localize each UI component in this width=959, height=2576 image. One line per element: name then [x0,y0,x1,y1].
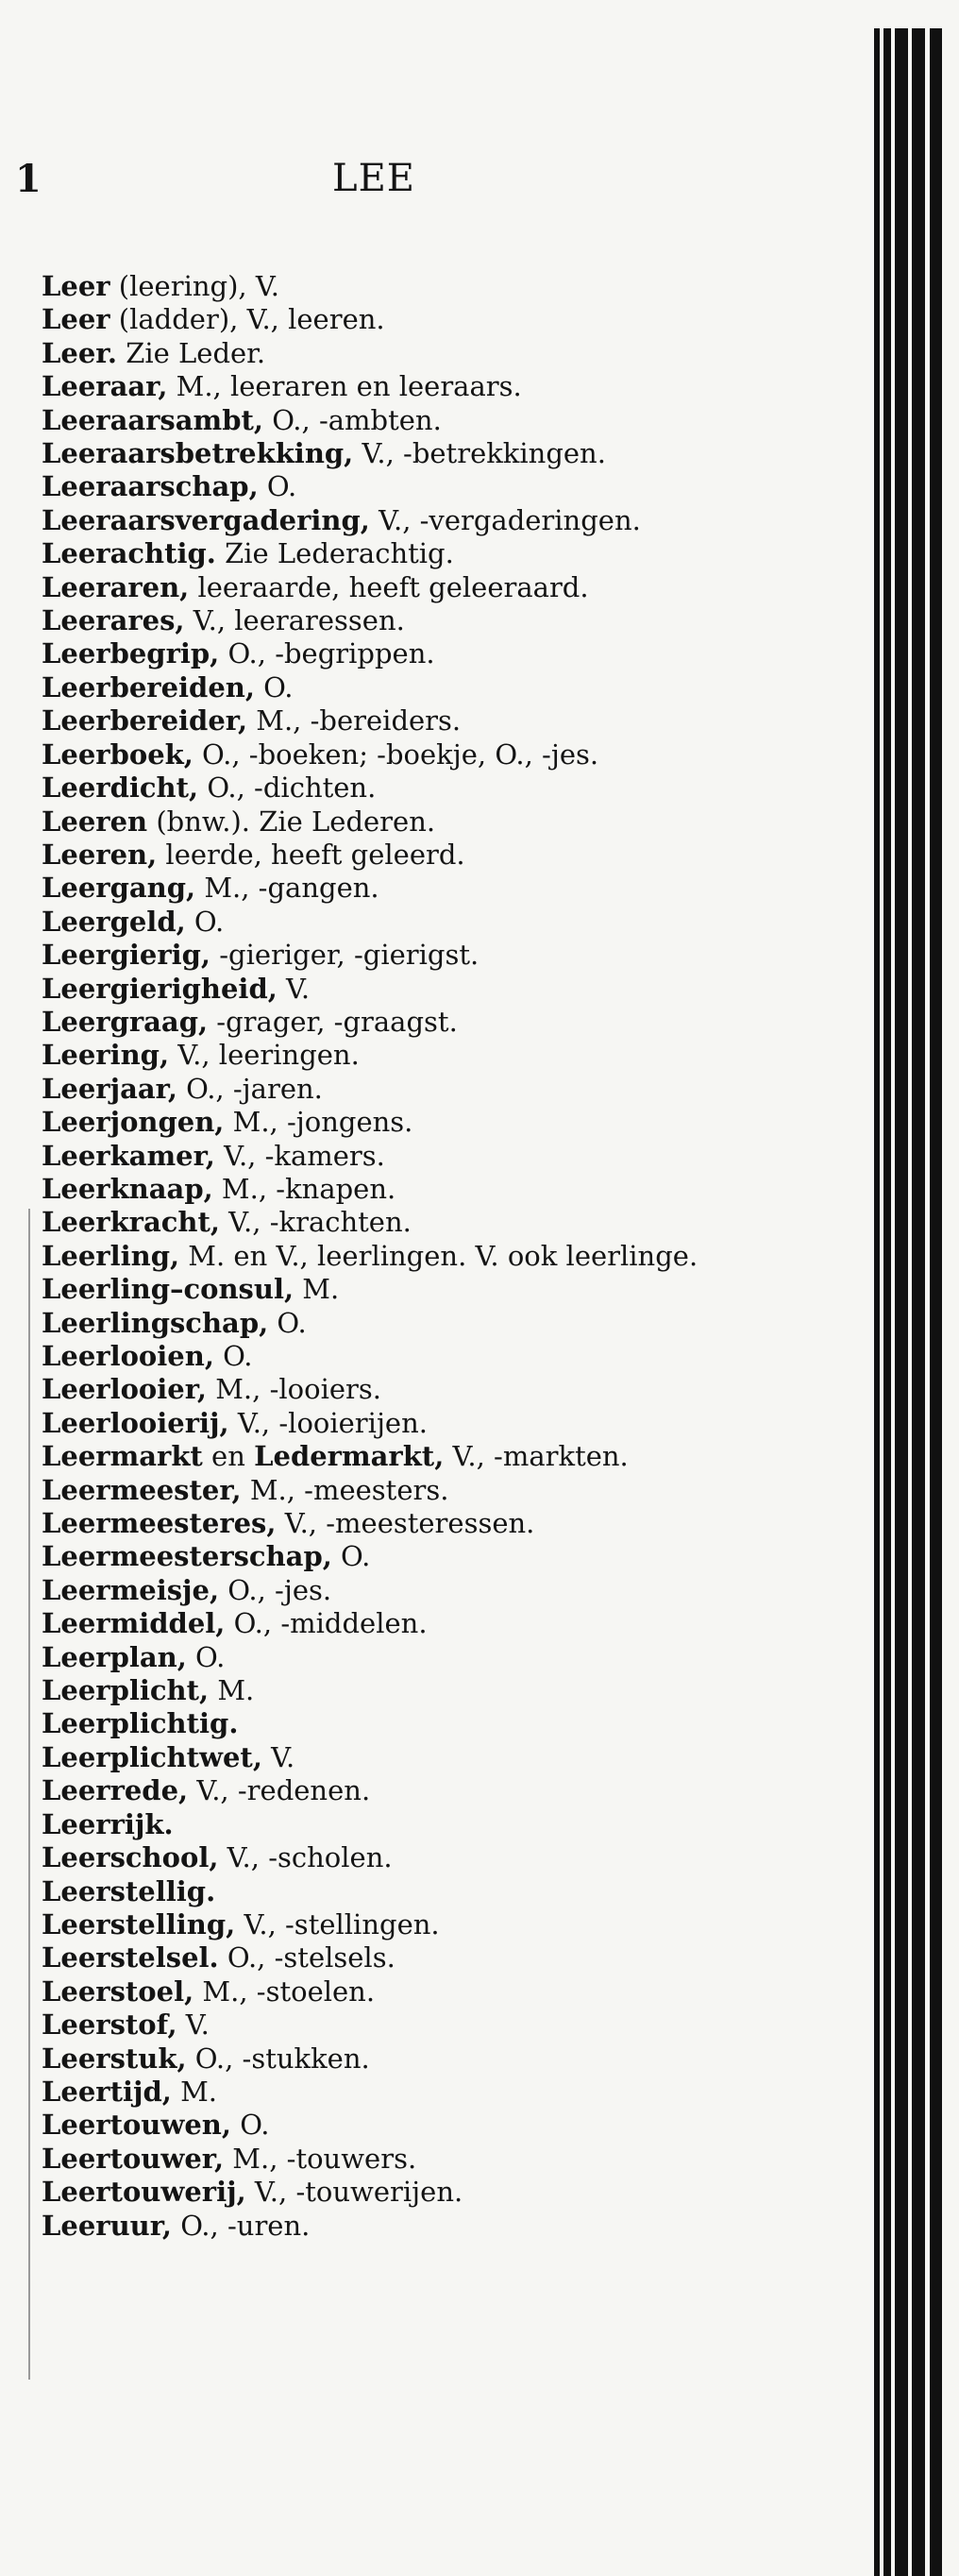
page-number: 1 [15,157,42,201]
entry-headword: Leerknaap, [42,1172,213,1205]
entry-headword: Leerstoel, [42,1974,194,2008]
dictionary-entry [42,270,759,303]
dictionary-entry [42,1073,759,1106]
dictionary-entry [42,1140,759,1173]
dictionary-entry [42,370,759,403]
dictionary-entry [42,470,759,503]
entry-headword: Leeraren, [42,570,190,603]
entry-definition: O., -ambten. [263,403,442,436]
entry-definition: O. [185,905,225,938]
entry-headword: Leergang, [42,872,196,905]
entry-definition: O., -boeken; -boekje, O., -jes. [193,737,599,771]
entry-headword: Leerares, [42,604,185,637]
dictionary-entry [42,1641,759,1674]
dictionary-entry [42,604,759,637]
entry-headword: Leerboek, [42,737,193,771]
entry-definition: O., -begrippen. [219,637,435,670]
dictionary-entry [42,939,759,972]
entry-definition: V., -meesteressen. [276,1507,535,1540]
dictionary-entry [42,839,759,872]
entry-definition: V. [261,1740,295,1773]
entry-definition: V. [277,972,311,1005]
entry-headword: Leerlooien, [42,1340,214,1372]
entry-definition: V., -looierijen. [228,1406,428,1439]
dictionary-entry [42,303,759,336]
entry-headword: Leerling, [42,1239,180,1272]
entry-definition: M. [171,2075,217,2108]
entry-headword: Leermeester, [42,1473,242,1506]
entry-definition: Zie Lederachtig. [215,537,454,570]
entry-definition: M., -stoelen. [193,1974,376,2008]
entry-definition: O., -jes. [219,1573,332,1606]
entry-headword: Leertouwer, [42,2142,225,2175]
dictionary-entry [42,771,759,805]
entry-headword: Leerstelling, [42,1907,236,1940]
dictionary-entry [42,637,759,670]
dictionary-entry [42,1206,759,1239]
dictionary-entry [42,2042,759,2076]
entry-headword: Leerplan, [42,1640,187,1673]
entry-definition: M., -jongens. [224,1106,413,1139]
entry-headword: Leeruur, [42,2209,173,2242]
entry-headword: Leerlooier, [42,1373,208,1406]
entry-headword: Leerbereiden, [42,670,255,703]
dictionary-entry [42,1307,759,1340]
entry-definition: O. [331,1540,371,1573]
dictionary-entry [42,1240,759,1273]
entry-headword: Leertouwerij, [42,2176,246,2209]
entry-headword: Leeraarsambt, [42,403,264,436]
dictionary-entry [42,1975,759,2008]
entry-headword: Leerrede, [42,1774,189,1807]
dictionary-entry [42,571,759,604]
entry-headword: Leergierig, [42,939,210,972]
entry-definition: M., -gangen. [195,872,379,905]
entry-definition: O., -dichten. [198,771,377,805]
entry-headword: Leeraar, [42,370,168,403]
entry-definition: (leering), V. [109,270,279,302]
entry-definition: M., -looiers. [207,1373,381,1406]
entry-headword: Leerrijk. [42,1807,174,1840]
entry-headword: Leerjaar, [42,1072,177,1105]
dictionary-entries [42,270,759,2243]
entry-definition: O. [231,2109,270,2142]
entry-headword: Leering, [42,1039,170,1072]
entry-definition: V., -redenen. [188,1774,371,1807]
entry-definition: M., -touwers. [224,2142,417,2175]
dictionary-entry [42,1908,759,1941]
entry-definition: -gieriger, -gierigst. [210,939,480,972]
entry-definition: V., -betrekkingen. [353,437,606,470]
entry-headword-variant: Ledermarkt, [254,1440,445,1473]
dictionary-entry [42,1173,759,1206]
entry-headword: Leeren, [42,838,158,871]
dictionary-entry [42,1741,759,1774]
dictionary-entry [42,1507,759,1540]
entry-definition: -grager, -graagst. [208,1005,458,1038]
dictionary-entry [42,2143,759,2176]
entry-headword: Leerstellig. [42,1874,216,1907]
dictionary-entry [42,1607,759,1640]
entry-definition: leerde, heeft geleerd. [157,838,465,871]
entry-headword: Leerstelsel. [42,1941,219,1974]
entry-definition: en [202,1440,255,1473]
entry-headword: Leergraag, [42,1005,209,1038]
dictionary-entry [42,1707,759,1740]
dictionary-entry [42,973,759,1006]
entry-definition: O., -middelen. [225,1607,428,1640]
entry-definition: V., -scholen. [218,1841,393,1874]
dictionary-entry [42,671,759,704]
entry-definition: V., -touwerijen. [245,2176,463,2209]
entry-definition: M., -bereiders. [247,704,462,737]
dictionary-entry [42,1106,759,1139]
entry-headword: Leertijd, [42,2075,172,2108]
entry-definition: O., -uren. [172,2209,311,2242]
entry-definition: V., -markten. [444,1440,629,1473]
entry-definition: M., leeraren en leeraars. [167,370,522,403]
entry-headword: Leeraarsvergadering, [42,503,370,536]
entry-headword: Leerlingschap, [42,1306,269,1339]
entry-definition: O. [186,1640,226,1673]
entry-headword: Leermeesterschap, [42,1540,332,1573]
entry-definition: Zie Leder. [117,336,266,369]
entry-definition: V., -stellingen. [235,1907,440,1940]
entry-headword: Leerbegrip, [42,637,220,670]
entry-headword: Leerplichtig. [42,1707,239,1740]
dictionary-entry [42,1875,759,1908]
entry-headword: Leerkracht, [42,1206,220,1239]
entry-definition: O. [213,1340,253,1372]
dictionary-entry [42,738,759,771]
dictionary-entry [42,337,759,370]
dictionary-entry [42,2076,759,2109]
entry-headword: Leerschool, [42,1841,219,1874]
entry-headword: Leermarkt [42,1440,203,1473]
entry-definition: V., -vergaderingen. [369,503,641,536]
entry-definition: O. [268,1306,307,1339]
entry-headword: Leerbereider, [42,704,248,737]
dictionary-entry [42,1273,759,1306]
entry-definition: M., -knapen. [212,1172,396,1205]
entry-headword: Leerling–consul, [42,1273,294,1306]
entry-headword: Leermiddel, [42,1607,226,1640]
entry-headword: Leergierigheid, [42,972,278,1005]
entry-headword: Leerkamer, [42,1139,215,1172]
entry-headword: Leerplicht, [42,1674,210,1707]
dictionary-entry [42,1540,759,1573]
entry-definition: O. [258,470,297,503]
dictionary-entry [42,1574,759,1607]
entry-definition: V., -krachten. [219,1206,412,1239]
entry-headword: Leermeesteres, [42,1507,277,1540]
dictionary-entry [42,437,759,470]
dictionary-entry [42,1674,759,1707]
entry-headword: Leerlooierij, [42,1406,229,1439]
dictionary-entry [42,1841,759,1874]
entry-definition: O., -stelsels. [218,1941,395,1974]
entry-headword: Leergeld, [42,905,186,938]
entry-definition: O., -jaren. [177,1072,323,1105]
entry-headword: Leeren [42,805,148,838]
entry-definition: V., leeringen. [169,1039,360,1072]
dictionary-entry [42,1941,759,1974]
book-binding-edge [870,28,951,2576]
dictionary-entry [42,537,759,570]
entry-headword: Leerdicht, [42,771,199,805]
margin-rule [28,1209,30,2380]
dictionary-entry [42,872,759,905]
entry-definition: V. [177,2008,210,2042]
dictionary-entry [42,805,759,839]
entry-definition: (ladder), V., leeren. [109,303,385,336]
dictionary-entry [42,1039,759,1072]
entry-definition: M. [294,1273,340,1306]
entry-headword: Leer. [42,336,118,369]
dictionary-entry [42,1474,759,1507]
entry-headword: Leerstuk, [42,2042,187,2075]
dictionary-entry [42,1373,759,1406]
entry-definition: M., -meesters. [241,1473,449,1506]
entry-definition: V., leeraressen. [184,604,405,637]
entry-definition: M. en V., leerlingen. V. ook leerlinge. [179,1239,698,1272]
entry-headword: Leer [42,303,110,336]
dictionary-entry [42,1407,759,1440]
entry-definition: M. [209,1674,255,1707]
dictionary-entry [42,1808,759,1841]
entry-headword: Leermeisje, [42,1573,220,1606]
entry-headword: Leeraarsbetrekking, [42,437,354,470]
dictionary-entry [42,1774,759,1807]
entry-definition: leeraarde, heeft geleeraard. [189,570,589,603]
entry-definition: V., -kamers. [214,1139,385,1172]
entry-definition: O. [254,670,294,703]
entry-headword: Leeraarschap, [42,470,259,503]
dictionary-entry [42,504,759,537]
running-head: LEE [332,157,415,200]
dictionary-entry [42,2176,759,2209]
entry-definition: O., -stukken. [186,2042,370,2075]
entry-headword: Leertouwen, [42,2109,231,2142]
dictionary-entry [42,404,759,437]
dictionary-entry [42,906,759,939]
entry-headword: Leer [42,270,110,302]
dictionary-entry [42,1340,759,1373]
entry-headword: Leerstof, [42,2008,177,2042]
dictionary-entry [42,1006,759,1039]
entry-headword: Leerachtig. [42,537,216,570]
dictionary-entry [42,2210,759,2243]
dictionary-entry [42,2109,759,2142]
dictionary-entry [42,704,759,737]
dictionary-entry [42,2008,759,2042]
entry-headword: Leerplichtwet, [42,1740,262,1773]
dictionary-entry [42,1440,759,1473]
entry-definition: (bnw.). Zie Lederen. [147,805,436,838]
entry-headword: Leerjongen, [42,1106,225,1139]
